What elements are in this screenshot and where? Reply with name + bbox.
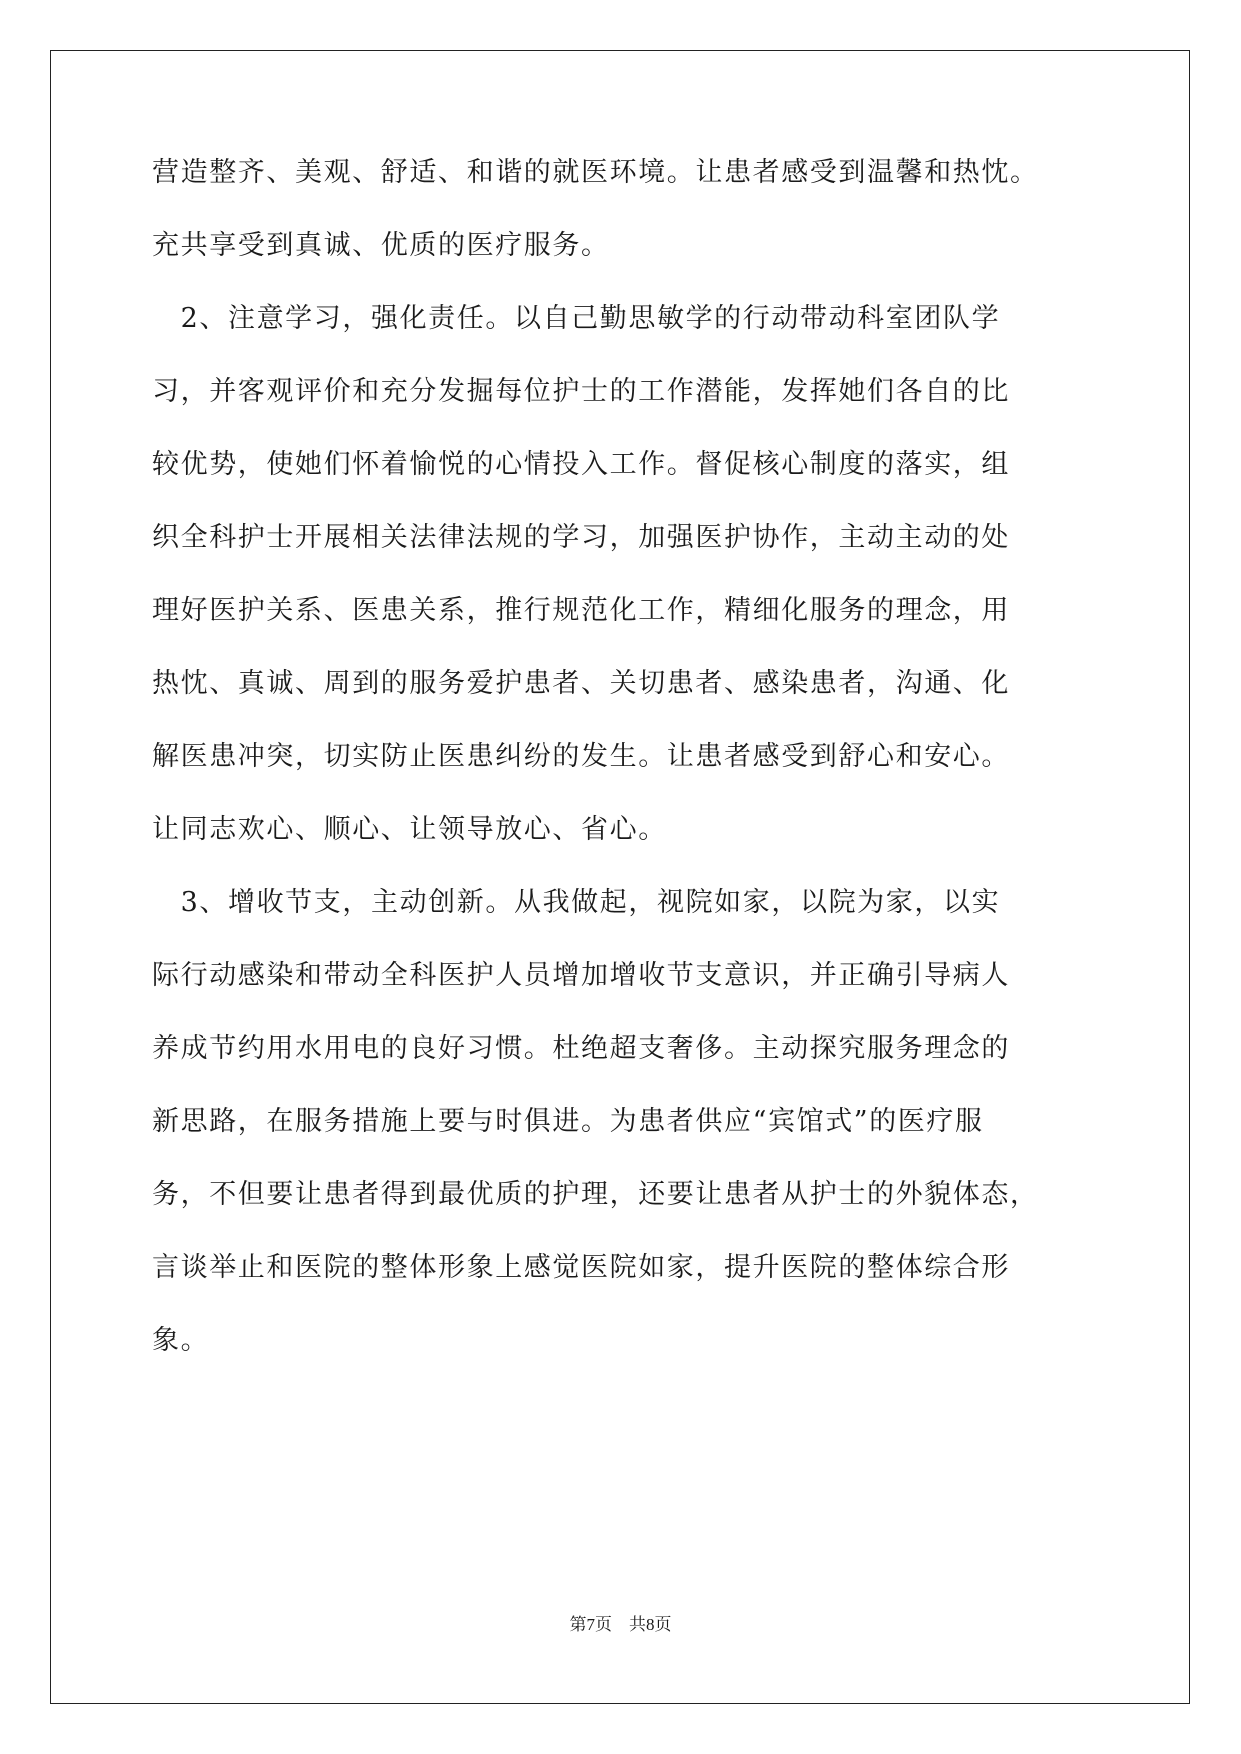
text-line: 养成节约用水用电的良好习惯。杜绝超支奢侈。主动探究服务理念的 [152, 1033, 1010, 1064]
text-line: 际行动感染和带动全科医护人员增加增收节支意识，并正确引导病人 [152, 960, 1010, 991]
text-line: 营造整齐、美观、舒适、和谐的就医环境。让患者感受到温馨和热忱。 [152, 157, 1039, 188]
page-border [50, 50, 1190, 1704]
footer-suffix: 页 [654, 1615, 672, 1635]
text-line: 言谈举止和医院的整体形象上感觉医院如家，提升医院的整体综合形 [152, 1252, 1010, 1283]
text-line: 充共享受到真诚、优质的医疗服务。 [152, 230, 610, 261]
text-line: 让同志欢心、顺心、让领导放心、省心。 [152, 814, 667, 845]
text-line: 织全科护士开展相关法律法规的学习，加强医护协作，主动主动的处 [152, 522, 1010, 553]
text-line: 热忱、真诚、周到的服务爱护患者、关切患者、感染患者，沟通、化 [152, 668, 1010, 699]
text-line: 解医患冲突，切实防止医患纠纷的发生。让患者感受到舒心和安心。 [152, 741, 1010, 772]
current-page-number: 7 [586, 1615, 595, 1634]
text-line: 习，并客观评价和充分发掘每位护士的工作潜能，发挥她们各自的比 [152, 376, 1010, 407]
text-line: 较优势，使她们怀着愉悦的心情投入工作。督促核心制度的落实，组 [152, 449, 1010, 480]
total-pages-number: 8 [646, 1615, 655, 1634]
paragraph-line: 3、增收节支，主动创新。从我做起，视院如家，以院为家，以实 [152, 887, 1001, 918]
text-line: 理好医护关系、医患关系，推行规范化工作，精细化服务的理念，用 [152, 595, 1010, 626]
text-line: 务，不但要让患者得到最优质的护理，还要让患者从护士的外貌体态， [152, 1179, 1039, 1210]
footer-prefix: 第 [569, 1615, 587, 1635]
paragraph-line: 2、注意学习，强化责任。以自己勤思敏学的行动带动科室团队学 [152, 303, 1001, 334]
text-line: 新思路，在服务措施上要与时俱进。为患者供应“宾馆式”的医疗服 [152, 1106, 984, 1137]
text-line: 象。 [152, 1325, 210, 1356]
page-footer [0, 1615, 1241, 1635]
footer-middle: 页 共 [595, 1615, 646, 1635]
